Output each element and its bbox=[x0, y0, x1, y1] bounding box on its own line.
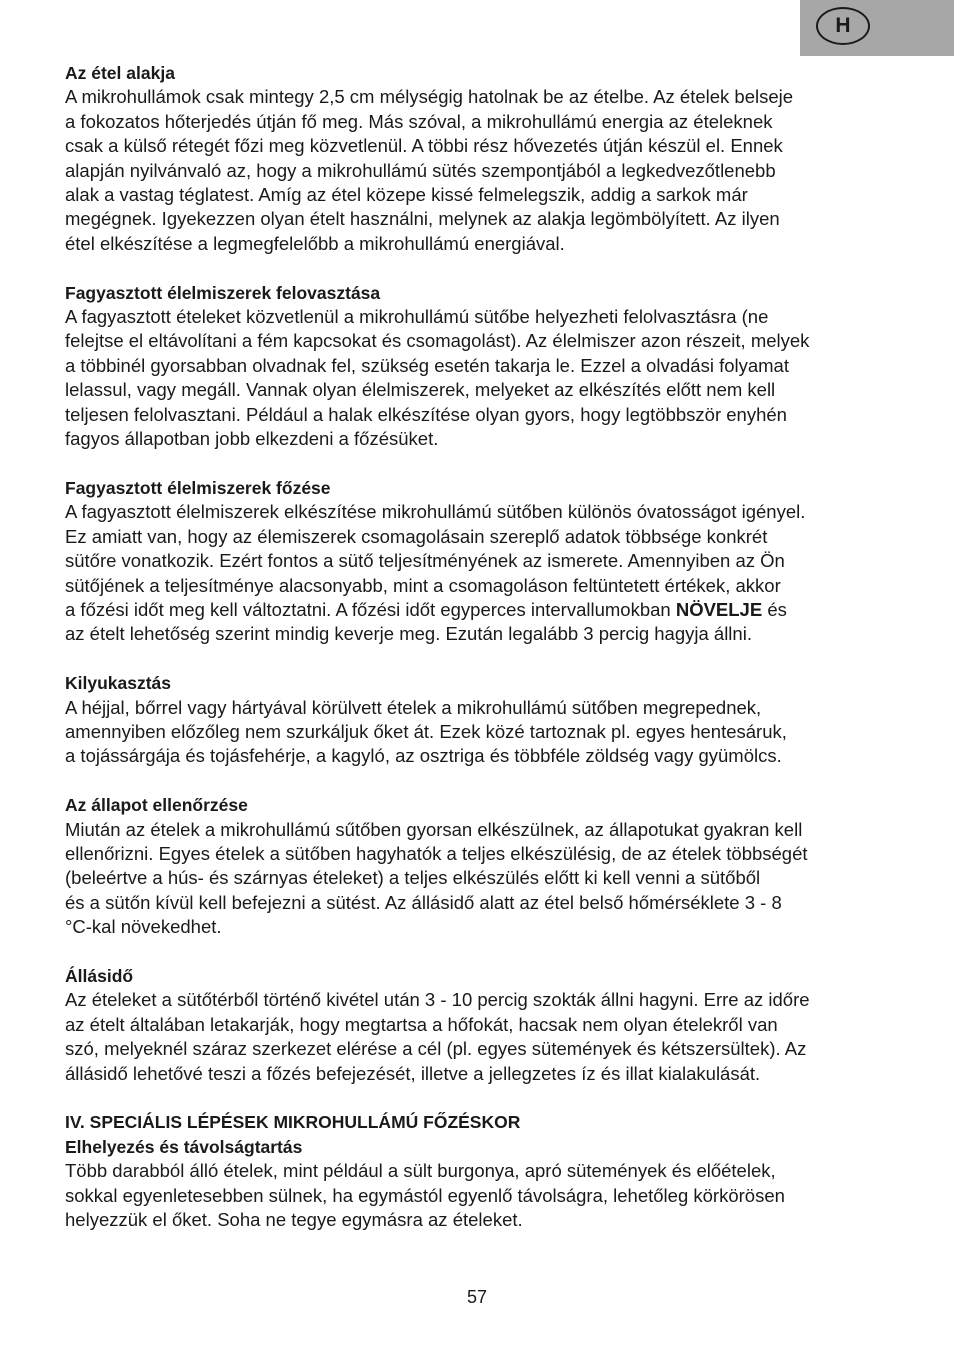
line-text: és bbox=[762, 598, 787, 620]
paragraph-line: sokkal egyenletesebben sülnek, ha egymástól egyenlő távolságra, lehetőleg körkörösen bbox=[65, 1184, 785, 1206]
paragraph-line: a tojássárgája és tojásfehérje, a kagyló, az osztriga és többféle zöldség vagy gyümölcs. bbox=[65, 745, 782, 767]
paragraph-line: alak a vastag téglatest. Amíg az étel közepe kissé felmelegszik, addig a sarkok már bbox=[65, 184, 748, 206]
paragraph-line: °C-kal növekedhet. bbox=[65, 916, 222, 938]
section-checking bbox=[65, 793, 905, 939]
paragraph-line: Az ételeket a sütőtérből történő kivétel után 3 - 10 percig szokták állni hagyni. Erre az időre bbox=[65, 989, 810, 1011]
paragraph-line: sütőjének a teljesítménye alacsonyabb, mint a csomagoláson feltüntetett értékek, akkor bbox=[65, 574, 781, 596]
paragraph-line: és a sütőn kívül kell befejezni a sütést. Az állásidő alatt az étel belső hőmérséklete 3 - 8 bbox=[65, 891, 782, 913]
paragraph-line: lelassul, vagy megáll. Vannak olyan élelmiszerek, melyeket az elkészítés előtt nem kell bbox=[65, 379, 776, 401]
paragraph-line: az ételt általában letakarják, hogy megtartsa a hőfokát, hacsak nem olyan ételekről van bbox=[65, 1013, 778, 1035]
paragraph-line: A héjjal, bőrrel vagy hártyával körülvett ételek a mikrohullámú sütőben megrepednek, bbox=[65, 696, 762, 718]
section-heading: Fagyasztott élelmiszerek felovasztása bbox=[65, 282, 381, 303]
paragraph-line: állásidő lehetővé teszi a főzés befejezését, illetve a jellegzetes íz és illat kialakulását. bbox=[65, 1062, 761, 1084]
paragraph-line: helyezzük el őket. Soha ne tegye egymásra az ételeket. bbox=[65, 1209, 523, 1230]
section-standing-time bbox=[65, 964, 905, 1086]
language-badge: H bbox=[816, 7, 870, 45]
section-heading: Az állapot ellenőrzése bbox=[65, 795, 248, 816]
paragraph-line: A mikrohullámok csak mintegy 2,5 cm mélységig hatolnak be az ételbe. Az ételek belseje bbox=[65, 86, 794, 108]
section-food-shape bbox=[65, 61, 905, 256]
paragraph-line: ellenőrizni. Egyes ételek a sütőben hagyhatók a teljes elkészülésig, de az ételek többségét bbox=[65, 842, 808, 864]
paragraph-line: szó, melyeknél száraz szerkezet elérése a cél (pl. egyes sütemények és kétszersültek). Az bbox=[65, 1038, 807, 1060]
paragraph-line: fagyos állapotban jobb elkezdeni a főzésüket. bbox=[65, 428, 439, 450]
paragraph-line: az ételt lehetőség szerint mindig keverje meg. Ezután legalább 3 percig hagyja állni. bbox=[65, 623, 752, 645]
section-heading: Fagyasztott élelmiszerek főzése bbox=[65, 477, 331, 498]
paragraph-line: (beleértve a hús- és szárnyas ételeket) a teljes elkészülés előtt ki kell venni a sütőből bbox=[65, 867, 761, 889]
paragraph-line: A fagyasztott élelmiszerek elkészítése mikrohullámú sütőben különös óvatosságot igényel. bbox=[65, 501, 806, 523]
section-heading: Állásidő bbox=[65, 965, 134, 986]
section-defrosting bbox=[65, 281, 905, 452]
section-heading: Kilyukasztás bbox=[65, 673, 172, 694]
section-piercing bbox=[65, 671, 905, 769]
language-tab bbox=[800, 0, 954, 56]
section-heading: Elhelyezés és távolságtartás bbox=[65, 1136, 303, 1157]
paragraph-line: a többinél gyorsabban olvadnak fel, szükség esetén takarja le. Ezzel a olvadási folyamat bbox=[65, 354, 789, 376]
chapter-title: IV. SPECIÁLIS LÉPÉSEK MIKROHULLÁMÚ FŐZÉSKOR bbox=[65, 1112, 521, 1133]
emphasis-text: NÖVELJE bbox=[675, 598, 763, 620]
paragraph-line-mixed bbox=[65, 598, 905, 622]
section-frozen-cooking bbox=[65, 476, 905, 647]
paragraph-line: megégnek. Igyekezzen olyan ételt használni, melynek az alakja legömbölyített. Az ilyen bbox=[65, 208, 780, 230]
paragraph-line: amennyiben előzőleg nem szurkáljuk őket át. Ezek közé tartoznak pl. egyes hentesáruk, bbox=[65, 720, 787, 742]
paragraph-line: csak a külső rétegét főzi meg közvetlenül. A többi rész hővezetés útján készül el. Ennek bbox=[65, 135, 783, 157]
paragraph-line: teljesen felolvasztani. Például a halak elkészítése olyan gyors, hogy legtöbbször enyhén bbox=[65, 403, 787, 425]
paragraph-line: a fokozatos hőterjedés útján fő meg. Más szóval, a mikrohullámú energia az ételeknek bbox=[65, 110, 773, 132]
page-number: 57 bbox=[466, 1287, 488, 1307]
line-text: a főzési időt meg kell változtatni. A főzési időt egyperces intervallumokban bbox=[65, 598, 676, 620]
paragraph-line: Ez amiatt van, hogy az élemiszerek csomagolásain szereplő adatok többsége konkrét bbox=[65, 525, 768, 547]
paragraph-line: A fagyasztott ételeket közvetlenül a mikrohullámú sütőbe helyezheti felolvasztásra (ne bbox=[65, 306, 769, 328]
paragraph-line: alapján nyilvánvaló az, hogy a mikrohullámú sütés szempontjából a legkedvezőtlenebb bbox=[65, 159, 776, 181]
section-heading: Az étel alakja bbox=[65, 63, 175, 83]
section-chapter-iv bbox=[65, 1110, 905, 1232]
paragraph-line: Miután az ételek a mikrohullámú sűtőben gyorsan elkészülnek, az állapotukat gyakran kell bbox=[65, 818, 803, 840]
paragraph-line: Több darabból álló ételek, mint például a sült burgonya, apró sütemények és előételek, bbox=[65, 1160, 776, 1182]
document-body bbox=[65, 61, 905, 1257]
paragraph-line: étel elkészítése a legmegfelelőbb a mikrohullámú energiával. bbox=[65, 232, 565, 254]
paragraph-line: sütőre vonatkozik. Ezért fontos a sütő teljesítményének az ismerete. Amennyiben az Ön bbox=[65, 550, 785, 572]
paragraph-line: felejtse el eltávolítani a fém kapcsokat és csomagolást). Az élelmiszer azon részeit, melyek bbox=[65, 330, 810, 352]
